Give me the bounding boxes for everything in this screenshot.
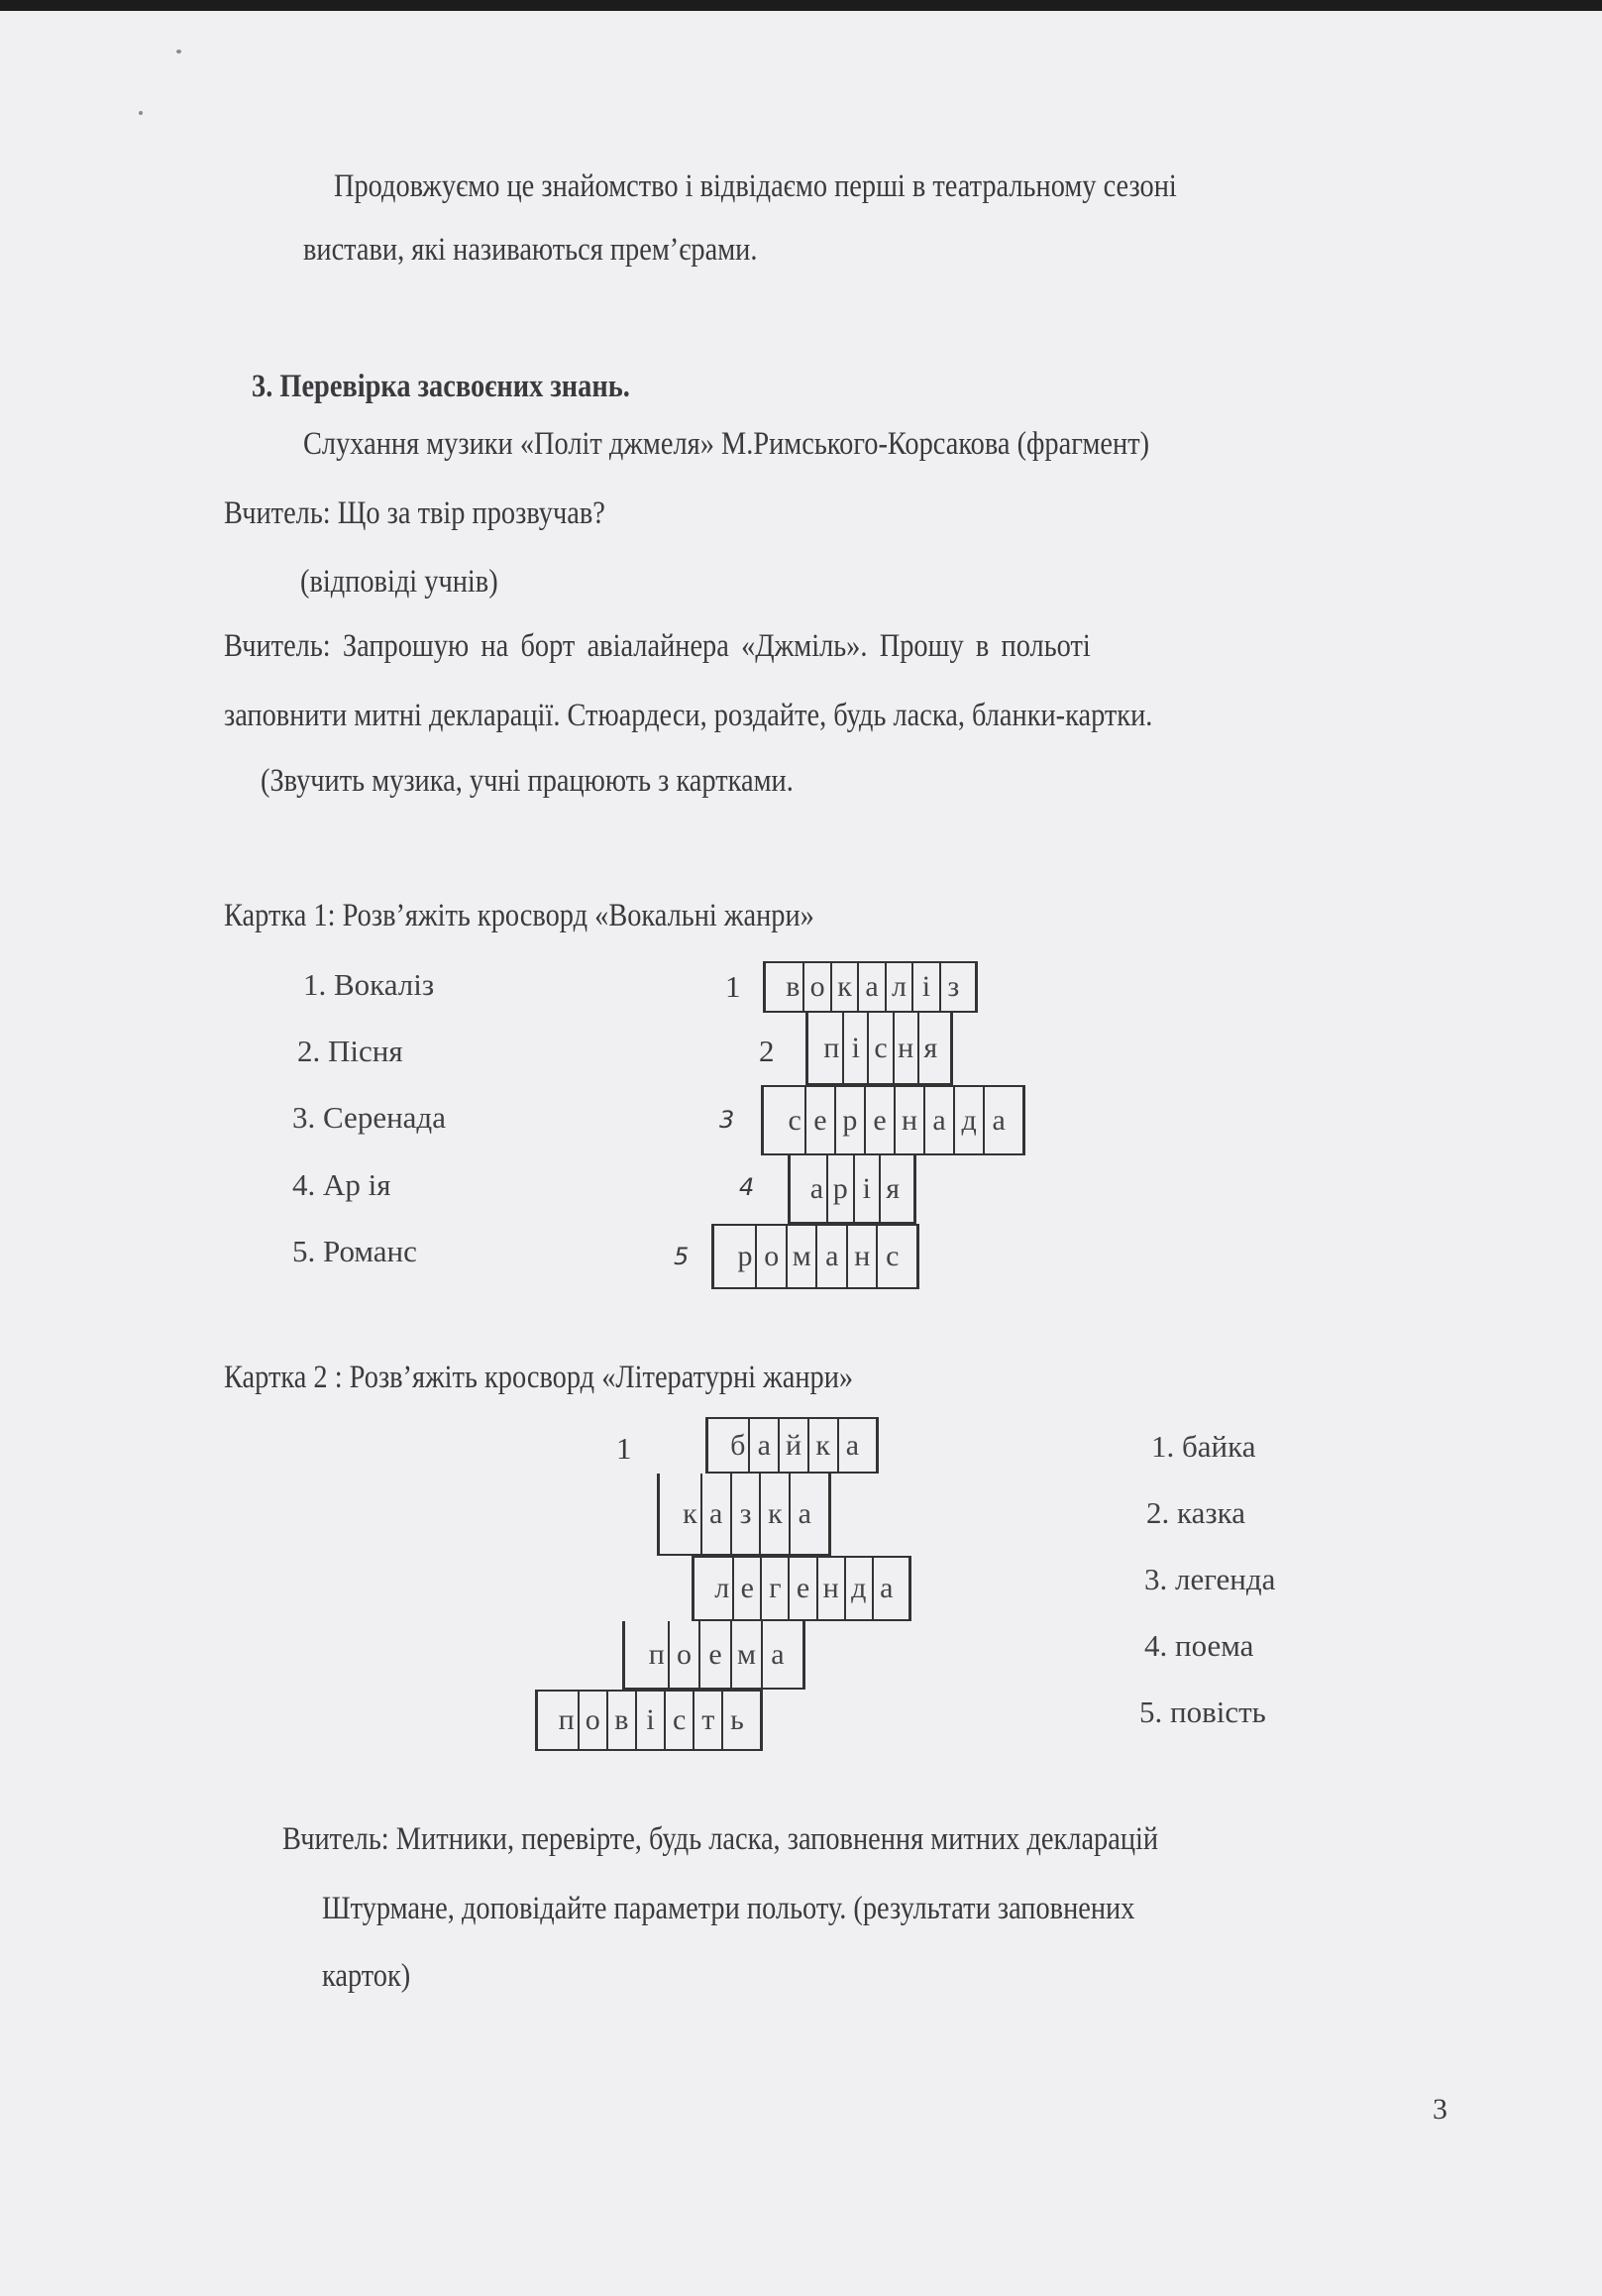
crossword-cell: к	[759, 1474, 789, 1554]
card2-list-item: 4. поема	[1144, 1628, 1254, 1663]
crossword-cell: і	[911, 963, 938, 1011]
crossword-cell: г	[760, 1558, 788, 1619]
crossword1-row-number: 5	[674, 1243, 690, 1270]
crossword-cell: з	[939, 963, 966, 1011]
crossword-cell: о	[668, 1621, 698, 1688]
teacher-invite-line-2: заповнити митні декларації. Стюардеси, роздайте, будь ласка, бланки-картки.	[224, 698, 1153, 733]
closing-line-1: Вчитель: Митники, перевірте, будь ласка, заповнення митних декларацій	[282, 1821, 1159, 1857]
intro-line-1: Продовжуємо це знайомство і відвідаємо перші в театральному сезоні	[334, 168, 1177, 204]
crossword-row-end	[1013, 1087, 1022, 1153]
card1-list-item: 5. Романс	[292, 1234, 417, 1268]
crossword-cell: і	[635, 1692, 664, 1749]
crossword-cell: к	[807, 1419, 837, 1472]
crossword1-row-number: 1	[725, 969, 741, 1004]
crossword-row-end	[905, 1155, 913, 1222]
crossword-cell: н	[846, 1226, 877, 1287]
crossword-cell: п	[648, 1637, 665, 1671]
crossword-row-end	[942, 1013, 950, 1083]
card1-list-item: 1. Вокаліз	[303, 967, 435, 1002]
crossword-cell: л	[714, 1572, 730, 1604]
page-number: 3	[1433, 2093, 1447, 2126]
crossword-cell: п	[558, 1703, 575, 1736]
crossword-cell: р	[737, 1240, 753, 1272]
card2-list-item: 3. легенда	[1144, 1562, 1276, 1596]
crossword-cell: с	[867, 1013, 892, 1083]
crossword-cell: а	[923, 1087, 953, 1153]
card2-title: Картка 2 : Розв’яжіть кросворд «Літературні жанри»	[224, 1360, 854, 1395]
crossword-cell: і	[842, 1013, 867, 1083]
section-heading: 3. Перевірка засвоєних знань.	[252, 369, 630, 404]
crossword1-row-3	[761, 1085, 1025, 1155]
crossword1-row-5	[711, 1224, 919, 1289]
crossword2-row-1	[705, 1417, 879, 1474]
card1-title: Картка 1: Розв’яжіть кросворд «Вокальні жанри»	[224, 898, 814, 933]
crossword1-row-1	[763, 961, 978, 1013]
listening-line: Слухання музики «Політ джмеля» М.Римського-Корсакова (фрагмент)	[303, 426, 1150, 462]
crossword-cell: а	[700, 1474, 730, 1554]
crossword-cell: н	[894, 1087, 923, 1153]
crossword-cell: а	[857, 963, 884, 1011]
crossword-cell: а	[837, 1419, 867, 1472]
crossword-row-end	[866, 1419, 876, 1472]
crossword-cell: і	[853, 1155, 879, 1222]
crossword-cell: м	[786, 1226, 816, 1287]
crossword2-row-3	[692, 1556, 911, 1621]
crossword-cell: т	[693, 1692, 721, 1749]
crossword-cell: к	[830, 963, 857, 1011]
crossword2-row-4	[622, 1621, 805, 1690]
crossword-row-end	[793, 1621, 802, 1688]
crossword1-row-number: 2	[759, 1034, 775, 1068]
card1-list-item: 3. Серенада	[292, 1100, 446, 1135]
pupils-answers: (відповіді учнів)	[300, 564, 498, 600]
card1-list-item: 2. Пісня	[297, 1034, 403, 1068]
card2-list-item: 5. повість	[1139, 1695, 1266, 1729]
crossword-cell: с	[664, 1692, 693, 1749]
crossword1-row-number: 3	[719, 1106, 735, 1134]
crossword1-row-2	[805, 1013, 953, 1085]
crossword-row-end	[818, 1474, 828, 1554]
intro-line-2: вистави, які називаються прем’єрами.	[303, 232, 758, 268]
crossword-cell: д	[953, 1087, 983, 1153]
crossword1-row-4	[788, 1155, 916, 1224]
crossword-row-end	[750, 1692, 760, 1749]
crossword-cell: е	[804, 1087, 834, 1153]
crossword-cell: н	[816, 1558, 844, 1619]
crossword-cell: е	[698, 1621, 729, 1688]
crossword-cell: е	[788, 1558, 815, 1619]
card2-list-item: 2. казка	[1146, 1495, 1245, 1530]
crossword-cell: а	[983, 1087, 1013, 1153]
crossword-cell: а	[789, 1474, 818, 1554]
closing-line-2: Штурмане, доповідайте параметри польоту. (результати заповнених	[322, 1891, 1135, 1926]
crossword-cell: б	[730, 1428, 746, 1462]
crossword-cell: о	[755, 1226, 786, 1287]
crossword-cell: о	[578, 1692, 606, 1749]
music-note: (Звучить музика, учні працюють з картками.	[261, 763, 794, 799]
crossword-cell: к	[683, 1496, 697, 1530]
crossword1-row-number: 4	[739, 1173, 755, 1201]
crossword-cell: д	[844, 1558, 872, 1619]
crossword-cell: л	[885, 963, 911, 1011]
card1-list-item: 4. Ар ія	[292, 1167, 391, 1202]
crossword-cell: а	[748, 1419, 778, 1472]
crossword-cell: м	[730, 1621, 761, 1688]
crossword-cell: я	[879, 1155, 905, 1222]
closing-line-3: карток)	[322, 1958, 411, 1994]
card2-list-item: 1. байка	[1151, 1429, 1256, 1464]
crossword-cell: й	[778, 1419, 807, 1472]
crossword-cell: е	[732, 1558, 760, 1619]
crossword-cell: е	[864, 1087, 894, 1153]
teacher-invite-line-1: Вчитель: Запрошую на борт авіалайнера «Джміль». Прошу в польоті	[224, 628, 1091, 664]
crossword-cell: р	[826, 1155, 852, 1222]
crossword-cell: н	[893, 1013, 917, 1083]
crossword-cell: а	[809, 1171, 824, 1205]
teacher-question: Вчитель: Що за твір прозвучав?	[224, 495, 605, 531]
crossword-cell: ь	[721, 1692, 750, 1749]
crossword-cell: а	[815, 1226, 846, 1287]
scan-speck	[139, 111, 143, 115]
crossword-cell: в	[786, 970, 801, 1003]
crossword-row-end	[907, 1226, 916, 1287]
scan-top-edge	[0, 0, 1602, 11]
crossword-row-end	[900, 1558, 908, 1619]
crossword-cell: с	[876, 1226, 907, 1287]
crossword-cell: о	[802, 963, 829, 1011]
crossword-cell: с	[788, 1103, 801, 1137]
crossword-cell: я	[917, 1013, 942, 1083]
crossword-cell: п	[823, 1031, 840, 1064]
crossword-row-end	[966, 963, 975, 1011]
crossword-cell: а	[761, 1621, 792, 1688]
crossword-cell: р	[834, 1087, 864, 1153]
crossword-cell: з	[730, 1474, 760, 1554]
scan-speck	[176, 50, 181, 54]
crossword2-row-number: 1	[616, 1431, 632, 1466]
crossword-cell: а	[872, 1558, 900, 1619]
crossword2-row-5	[535, 1690, 763, 1751]
crossword2-row-2	[657, 1474, 831, 1556]
crossword-cell: в	[606, 1692, 635, 1749]
